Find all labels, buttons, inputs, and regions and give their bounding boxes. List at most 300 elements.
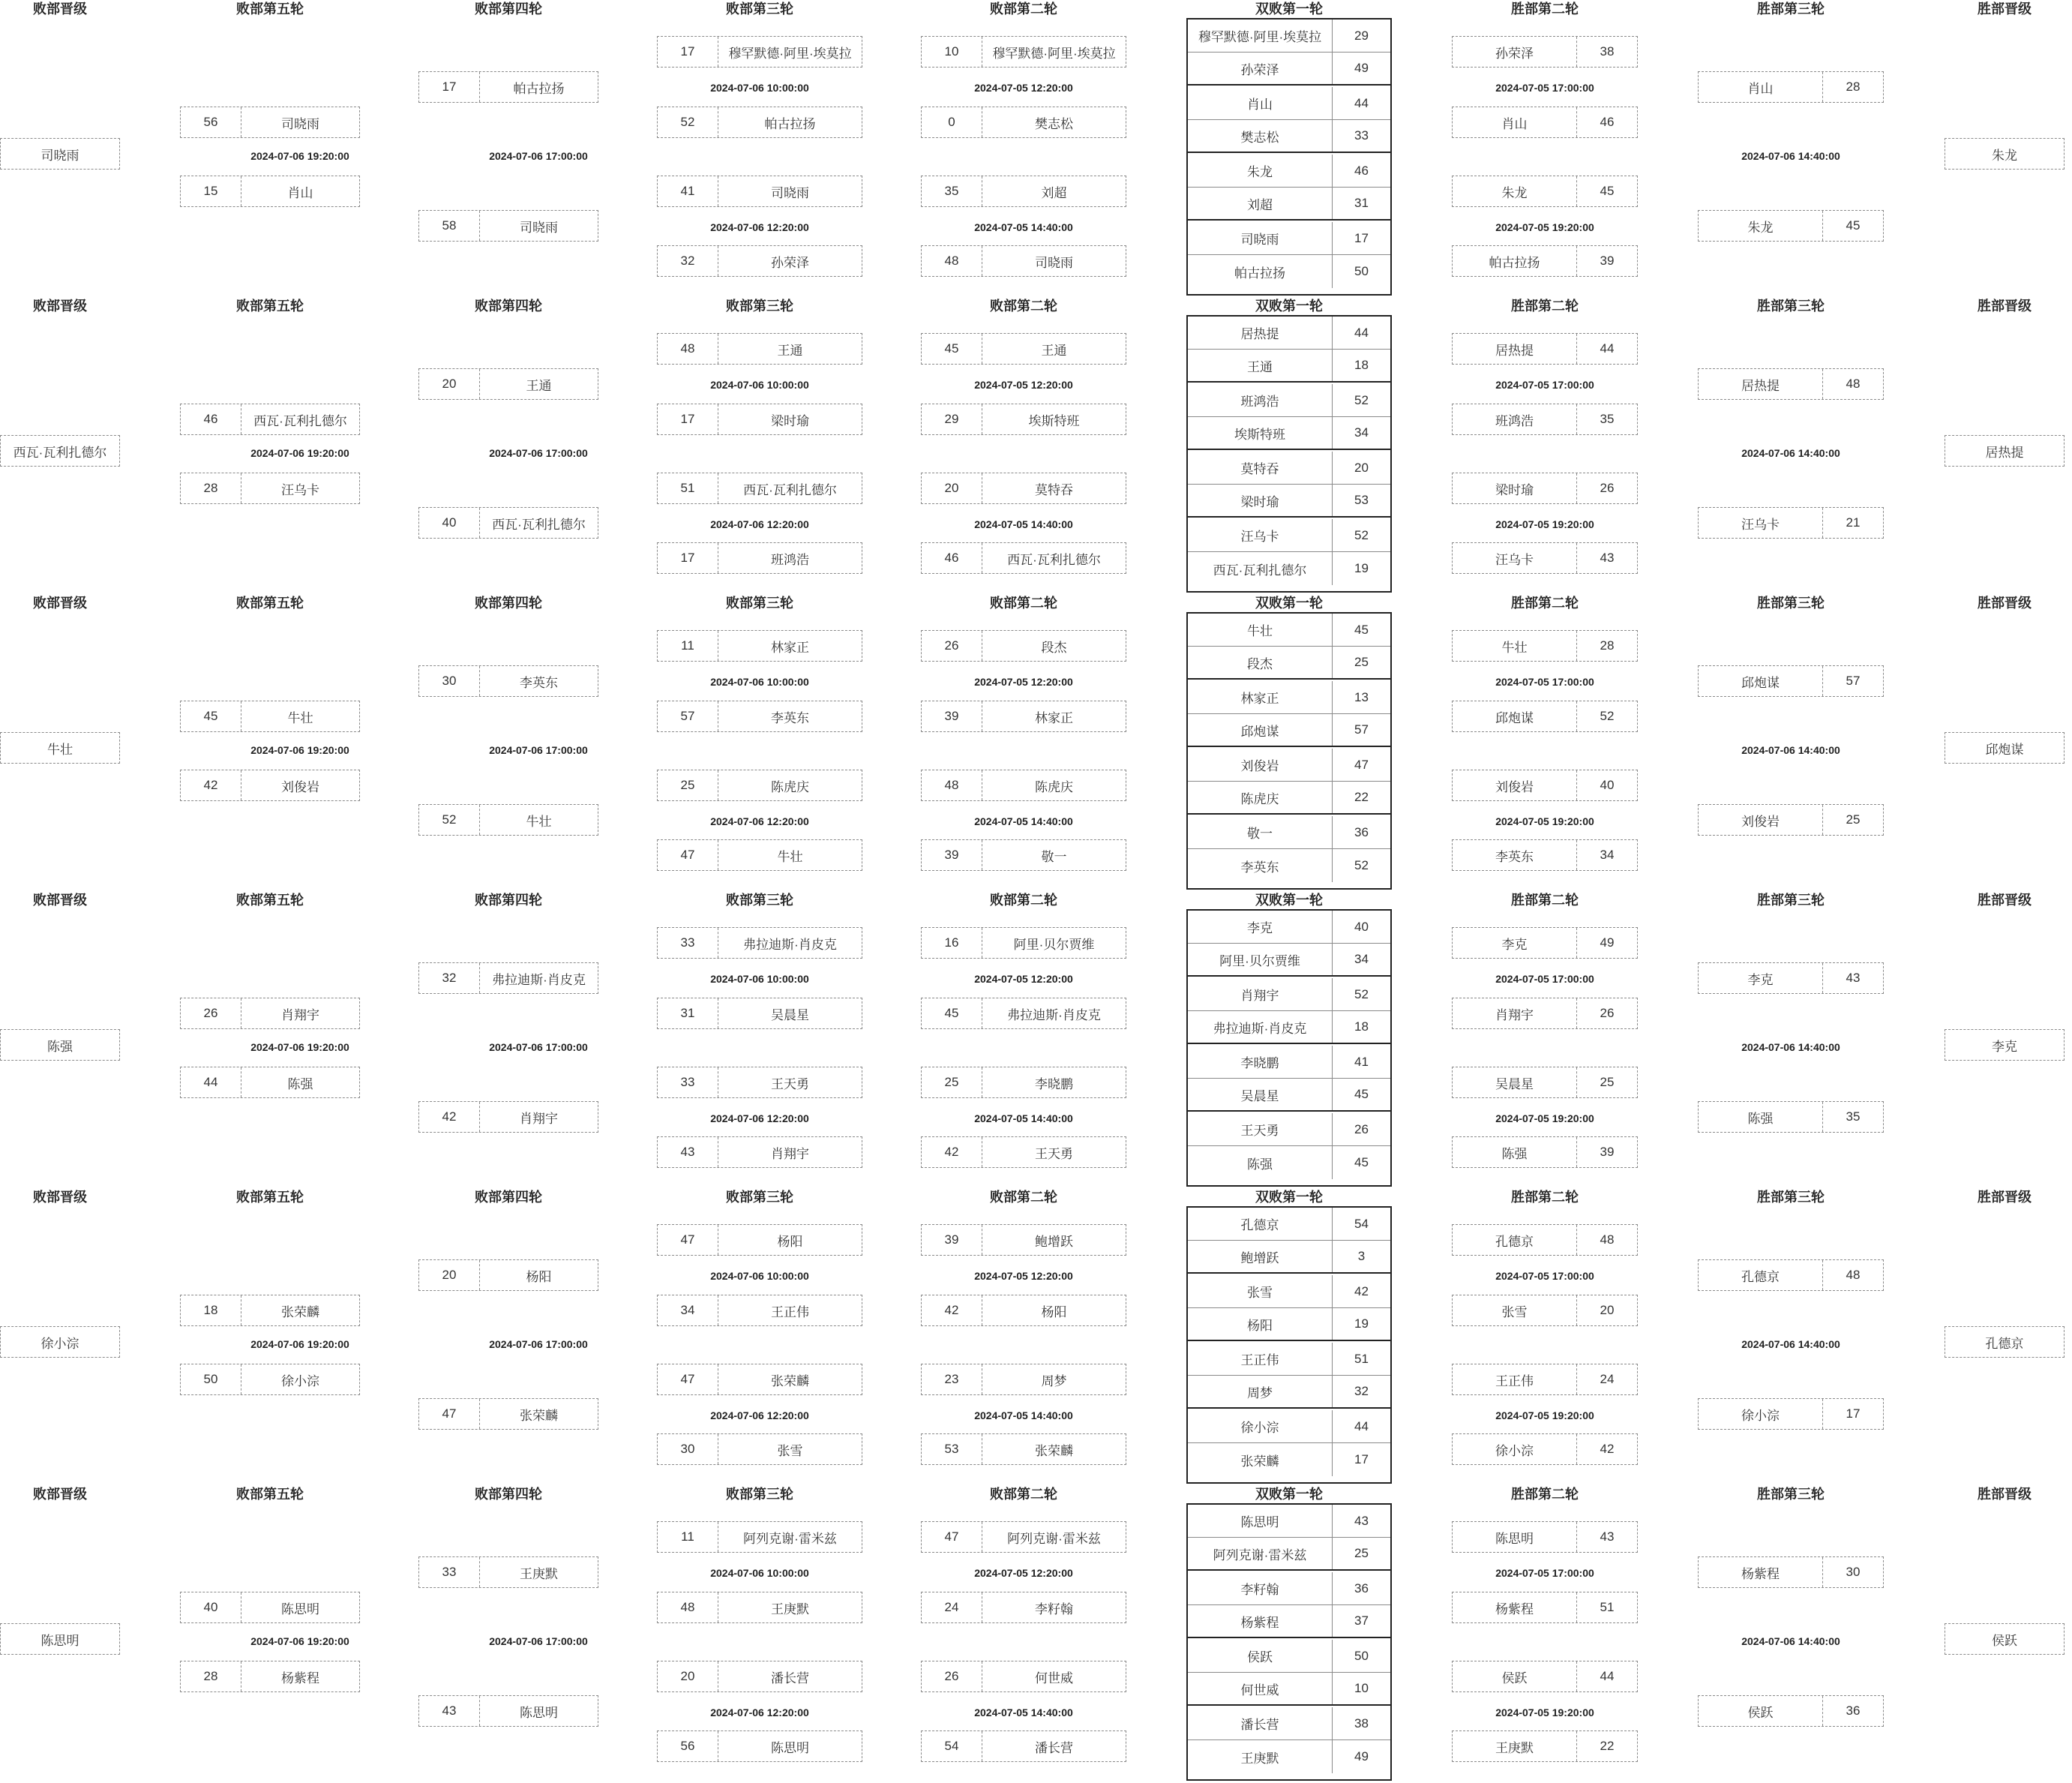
double-r1-row — [1188, 155, 1390, 188]
loser-r4-score: 20 — [419, 369, 480, 399]
double-r1-name: 肖山 — [1188, 87, 1333, 119]
loser-r2-slot — [921, 1521, 1126, 1553]
loser-r2-name: 段杰 — [1041, 640, 1067, 655]
winner-r2-score: 39 — [1576, 1137, 1637, 1167]
winner-r3-name: 徐小淙 — [1741, 1408, 1780, 1423]
double-r1-row — [1188, 255, 1390, 288]
loser-r3-slot — [657, 1295, 862, 1326]
loser-r3-name: 孙荣泽 — [771, 255, 809, 270]
loser-r4-slot — [418, 210, 598, 242]
winner-r3-name: 朱龙 — [1747, 220, 1774, 235]
loser-r2-slot — [921, 701, 1126, 732]
winner-r2-name: 汪乌卡 — [1495, 552, 1534, 567]
winner-r3-name: 陈强 — [1747, 1111, 1774, 1126]
winner-r2-score: 43 — [1576, 1522, 1637, 1552]
loser-r2-slot — [921, 1661, 1126, 1692]
loser-r3-time: 2024-07-06 12:20:00 — [710, 1112, 809, 1124]
loser-r5-name: 张荣麟 — [281, 1304, 319, 1319]
double-r1-name: 汪乌卡 — [1188, 519, 1333, 551]
winner-r2-score: 43 — [1576, 543, 1637, 573]
double-r1-row — [1188, 1673, 1390, 1706]
double-r1-box — [1186, 18, 1392, 296]
winner-r2-score: 26 — [1576, 473, 1637, 503]
header-loser-advance: 败部晋级 — [33, 299, 87, 314]
double-r1-score: 54 — [1354, 1216, 1369, 1231]
loser-r4-time: 2024-07-06 17:00:00 — [489, 447, 588, 459]
loser-r3-name: 潘长营 — [771, 1670, 809, 1685]
double-r1-row — [1188, 317, 1390, 350]
loser-r3-score: 11 — [658, 631, 718, 661]
loser-r3-name: 王正伟 — [771, 1304, 809, 1319]
winner-r2-name: 王正伟 — [1495, 1373, 1534, 1388]
loser-r3-name: 阿列克谢·雷米兹 — [743, 1531, 837, 1546]
double-r1-score: 31 — [1354, 196, 1369, 210]
winner-r3-slot — [1698, 1695, 1884, 1727]
double-r1-name: 弗拉迪斯·肖皮克 — [1188, 1011, 1333, 1043]
loser-r3-score: 47 — [658, 1364, 718, 1394]
winner-r3-slot — [1698, 1556, 1884, 1588]
winner-r2-name: 梁时瑜 — [1495, 482, 1534, 497]
double-r1-name: 肖翔宇 — [1188, 978, 1333, 1010]
double-r1-row — [1188, 1707, 1390, 1740]
loser-r2-name: 埃斯特班 — [1028, 413, 1080, 428]
loser-r2-name: 杨阳 — [1041, 1304, 1067, 1319]
loser-r3-slot — [657, 1364, 862, 1395]
header-loser-advance: 败部晋级 — [33, 2, 87, 17]
winner-r3-time: 2024-07-06 14:40:00 — [1741, 447, 1840, 459]
winner-r2-slot — [1452, 1224, 1638, 1256]
double-r1-row — [1188, 53, 1390, 86]
loser-r3-score: 52 — [658, 107, 718, 137]
loser-r5-name: 西瓦·瓦利扎德尔 — [253, 413, 347, 428]
loser-r5-slot — [180, 473, 360, 504]
loser-r3-time: 2024-07-06 12:20:00 — [710, 815, 809, 827]
loser-r5-score: 26 — [181, 998, 241, 1028]
loser-r5-time: 2024-07-06 19:20:00 — [250, 447, 349, 459]
loser-r5-slot — [180, 1661, 360, 1692]
header-winner-r2: 胜部第二轮 — [1511, 2, 1579, 17]
loser-r2-name: 西瓦·瓦利扎德尔 — [1007, 552, 1101, 567]
winner-r2-slot — [1452, 245, 1638, 277]
winner-r2-score: 49 — [1576, 928, 1637, 958]
loser-r4-name: 陈思明 — [520, 1705, 558, 1720]
loser-r4-slot — [418, 1259, 598, 1291]
loser-r3-name: 王庚默 — [771, 1601, 809, 1616]
loser-r5-name: 徐小淙 — [281, 1373, 319, 1388]
loser-r3-slot — [657, 1433, 862, 1465]
loser-r3-time: 2024-07-06 10:00:00 — [710, 1270, 809, 1282]
winner-r2-time: 2024-07-05 17:00:00 — [1495, 82, 1594, 94]
double-r1-score: 36 — [1354, 1580, 1369, 1595]
winner-r2-slot — [1452, 1661, 1638, 1692]
winner-r2-name: 肖翔宇 — [1495, 1007, 1534, 1022]
loser-r4-name: 帕古拉扬 — [513, 81, 565, 96]
header-double-r1: 双败第一轮 — [1255, 1487, 1323, 1502]
winner-advance-slot: 居热提 — [1945, 435, 2065, 467]
header-winner-r2: 胜部第二轮 — [1511, 299, 1579, 314]
header-loser-r5: 败部第五轮 — [236, 596, 304, 611]
double-r1-score: 19 — [1354, 561, 1369, 575]
winner-r3-time: 2024-07-06 14:40:00 — [1741, 744, 1840, 756]
double-r1-name: 班鸿浩 — [1188, 384, 1333, 416]
double-r1-score: 41 — [1354, 1054, 1369, 1069]
loser-r2-score: 47 — [922, 1522, 982, 1552]
loser-r2-slot — [921, 1136, 1126, 1168]
double-r1-name: 居热提 — [1188, 317, 1333, 349]
winner-r3-score: 35 — [1822, 1102, 1883, 1132]
header-loser-r5: 败部第五轮 — [236, 1487, 304, 1502]
double-r1-score: 18 — [1354, 358, 1369, 372]
loser-r5-slot — [180, 107, 360, 138]
loser-r5-slot — [180, 770, 360, 801]
double-r1-score: 43 — [1354, 1513, 1369, 1528]
double-r1-score: 17 — [1354, 230, 1369, 245]
winner-r2-score: 51 — [1576, 1592, 1637, 1622]
loser-r3-slot — [657, 1730, 862, 1762]
loser-r3-slot — [657, 630, 862, 662]
loser-r3-slot — [657, 770, 862, 801]
loser-r2-score: 10 — [922, 37, 982, 67]
double-r1-score: 18 — [1354, 1019, 1369, 1034]
loser-r3-name: 吴晨星 — [771, 1007, 809, 1022]
double-r1-name: 陈强 — [1188, 1146, 1333, 1179]
double-r1-name: 朱龙 — [1188, 155, 1333, 187]
loser-r2-score: 45 — [922, 998, 982, 1028]
header-winner-r2: 胜部第二轮 — [1511, 1487, 1579, 1502]
winner-r3-slot — [1698, 1101, 1884, 1133]
loser-r3-name: 西瓦·瓦利扎德尔 — [743, 482, 837, 497]
header-loser-r4: 败部第四轮 — [475, 2, 542, 17]
loser-r4-name: 王庚默 — [520, 1566, 558, 1581]
loser-r3-name: 班鸿浩 — [771, 552, 809, 567]
winner-r3-score: 25 — [1822, 805, 1883, 835]
loser-r2-score: 20 — [922, 473, 982, 503]
loser-r3-name: 弗拉迪斯·肖皮克 — [743, 937, 837, 952]
header-loser-r3: 败部第三轮 — [726, 893, 793, 908]
loser-r3-score: 30 — [658, 1434, 718, 1464]
double-r1-box — [1186, 909, 1392, 1187]
loser-r2-score: 48 — [922, 246, 982, 276]
loser-r2-score: 35 — [922, 176, 982, 206]
loser-r4-name: 王通 — [526, 378, 552, 393]
loser-r2-score: 26 — [922, 1661, 982, 1691]
double-r1-score: 52 — [1354, 858, 1369, 872]
double-r1-box — [1186, 1503, 1392, 1781]
loser-r2-slot — [921, 770, 1126, 801]
double-r1-row — [1188, 1572, 1390, 1605]
double-r1-row — [1188, 1146, 1390, 1179]
loser-r4-score: 43 — [419, 1696, 480, 1726]
winner-r2-name: 牛壮 — [1501, 640, 1528, 655]
loser-r2-score: 0 — [922, 107, 982, 137]
loser-r3-score: 43 — [658, 1137, 718, 1167]
winner-r2-score: 26 — [1576, 998, 1637, 1028]
winner-r3-name: 刘俊岩 — [1741, 814, 1780, 829]
winner-r2-name: 班鸿浩 — [1495, 413, 1534, 428]
loser-r3-time: 2024-07-06 10:00:00 — [710, 1567, 809, 1579]
loser-r5-name: 牛壮 — [287, 710, 313, 725]
winner-r2-name: 邱炮谋 — [1495, 710, 1534, 725]
loser-r2-slot — [921, 1433, 1126, 1465]
loser-r3-slot — [657, 1067, 862, 1098]
loser-r4-slot — [418, 1101, 598, 1133]
loser-r3-score: 31 — [658, 998, 718, 1028]
winner-r3-name: 孔德京 — [1741, 1269, 1780, 1284]
double-r1-row — [1188, 714, 1390, 747]
loser-r2-time: 2024-07-05 14:40:00 — [974, 1409, 1073, 1421]
loser-r5-score: 56 — [181, 107, 241, 137]
loser-r2-time: 2024-07-05 12:20:00 — [974, 973, 1073, 985]
loser-r2-slot — [921, 1364, 1126, 1395]
header-loser-r2: 败部第二轮 — [990, 596, 1057, 611]
header-loser-r4: 败部第四轮 — [475, 893, 542, 908]
loser-r3-slot — [657, 473, 862, 504]
header-double-r1: 双败第一轮 — [1255, 299, 1323, 314]
double-r1-name: 陈虎庆 — [1188, 782, 1333, 813]
loser-r2-slot — [921, 542, 1126, 574]
double-r1-name: 牛壮 — [1188, 614, 1333, 646]
double-r1-name: 刘俊岩 — [1188, 749, 1333, 781]
loser-r3-score: 51 — [658, 473, 718, 503]
loser-r4-time: 2024-07-06 17:00:00 — [489, 1338, 588, 1350]
double-r1-name: 侯跃 — [1188, 1640, 1333, 1672]
loser-r3-score: 41 — [658, 176, 718, 206]
loser-r3-slot — [657, 404, 862, 435]
loser-r3-slot — [657, 176, 862, 207]
winner-r2-name: 肖山 — [1501, 116, 1528, 131]
loser-r5-slot — [180, 998, 360, 1029]
double-r1-score: 32 — [1354, 1384, 1369, 1398]
double-r1-name: 徐小淙 — [1188, 1410, 1333, 1442]
winner-r2-score: 42 — [1576, 1434, 1637, 1464]
winner-r2-slot — [1452, 630, 1638, 662]
winner-r2-time: 2024-07-05 17:00:00 — [1495, 379, 1594, 391]
loser-r3-name: 梁时瑜 — [771, 413, 809, 428]
winner-r3-slot — [1698, 1259, 1884, 1291]
double-r1-name: 何世威 — [1188, 1673, 1333, 1704]
loser-r5-name: 肖翔宇 — [281, 1007, 319, 1022]
winner-r3-slot — [1698, 368, 1884, 400]
loser-r3-slot — [657, 1661, 862, 1692]
loser-r4-score: 58 — [419, 211, 480, 241]
double-r1-row — [1188, 782, 1390, 815]
loser-r3-score: 20 — [658, 1661, 718, 1691]
winner-r2-name: 杨紫程 — [1495, 1601, 1534, 1616]
double-r1-row — [1188, 1079, 1390, 1112]
loser-r3-slot — [657, 1136, 862, 1168]
loser-r2-score: 45 — [922, 334, 982, 364]
double-r1-row — [1188, 816, 1390, 849]
loser-r2-name: 阿里·贝尔贾维 — [1013, 937, 1095, 952]
winner-r2-slot — [1452, 1136, 1638, 1168]
loser-r2-slot — [921, 473, 1126, 504]
loser-r5-score: 50 — [181, 1364, 241, 1394]
loser-r3-name: 穆罕默德·阿里·埃莫拉 — [728, 46, 852, 61]
loser-r4-name: 李英东 — [520, 675, 558, 690]
double-r1-row — [1188, 222, 1390, 255]
loser-r4-score: 47 — [419, 1399, 480, 1429]
loser-r4-name: 司晓雨 — [520, 220, 558, 235]
double-r1-name: 段杰 — [1188, 647, 1333, 678]
loser-r4-slot — [418, 368, 598, 400]
loser-r5-slot — [180, 1364, 360, 1395]
loser-r3-time: 2024-07-06 12:20:00 — [710, 221, 809, 233]
loser-r3-name: 林家正 — [771, 640, 809, 655]
double-r1-score: 40 — [1354, 919, 1369, 934]
loser-r5-name: 司晓雨 — [281, 116, 319, 131]
double-r1-score: 22 — [1354, 790, 1369, 804]
winner-r2-time: 2024-07-05 19:20:00 — [1495, 815, 1594, 827]
loser-r2-time: 2024-07-05 14:40:00 — [974, 815, 1073, 827]
loser-r5-score: 15 — [181, 176, 241, 206]
double-r1-name: 孙荣泽 — [1188, 53, 1333, 84]
loser-r2-name: 穆罕默德·阿里·埃莫拉 — [992, 46, 1116, 61]
loser-r5-name: 陈强 — [287, 1076, 313, 1091]
winner-r2-score: 40 — [1576, 770, 1637, 800]
loser-r3-name: 王通 — [777, 343, 803, 358]
loser-r4-slot — [418, 71, 598, 103]
winner-r3-name: 杨紫程 — [1741, 1566, 1780, 1581]
loser-r3-name: 肖翔宇 — [771, 1146, 809, 1161]
loser-r2-name: 李晓鹏 — [1035, 1076, 1073, 1091]
double-r1-row — [1188, 1011, 1390, 1044]
winner-advance-slot: 侯跃 — [1945, 1623, 2065, 1655]
loser-r5-slot — [180, 701, 360, 732]
loser-r2-name: 潘长营 — [1035, 1740, 1073, 1755]
loser-r5-time: 2024-07-06 19:20:00 — [250, 1338, 349, 1350]
double-r1-name: 帕古拉扬 — [1188, 255, 1333, 288]
winner-r2-name: 陈强 — [1501, 1146, 1528, 1161]
double-r1-row — [1188, 1640, 1390, 1673]
loser-r4-name: 西瓦·瓦利扎德尔 — [492, 517, 586, 532]
double-r1-name: 邱炮谋 — [1188, 714, 1333, 746]
loser-r3-score: 33 — [658, 1067, 718, 1097]
loser-r2-score: 25 — [922, 1067, 982, 1097]
double-r1-name: 孔德京 — [1188, 1208, 1333, 1240]
winner-r2-name: 李英东 — [1495, 849, 1534, 864]
winner-r3-time: 2024-07-06 14:40:00 — [1741, 1041, 1840, 1053]
header-loser-r3: 败部第三轮 — [726, 1190, 793, 1205]
loser-r4-time: 2024-07-06 17:00:00 — [489, 150, 588, 162]
loser-r2-time: 2024-07-05 12:20:00 — [974, 1567, 1073, 1579]
winner-r2-score: 45 — [1576, 176, 1637, 206]
loser-r2-name: 李籽翰 — [1035, 1601, 1073, 1616]
loser-advance-slot: 西瓦·瓦利扎德尔 — [0, 435, 120, 467]
winner-r2-slot — [1452, 333, 1638, 365]
double-r1-box — [1186, 315, 1392, 593]
loser-r2-slot — [921, 927, 1126, 959]
loser-r2-name: 莫特吞 — [1035, 482, 1073, 497]
double-r1-row — [1188, 1113, 1390, 1146]
header-loser-r3: 败部第三轮 — [726, 1487, 793, 1502]
loser-r2-slot — [921, 630, 1126, 662]
double-r1-name: 李英东 — [1188, 849, 1333, 882]
loser-r3-name: 杨阳 — [777, 1234, 803, 1249]
double-r1-score: 25 — [1354, 1546, 1369, 1560]
loser-r3-slot — [657, 927, 862, 959]
loser-r4-slot — [418, 962, 598, 994]
double-r1-score: 49 — [1354, 1749, 1369, 1763]
loser-r2-score: 42 — [922, 1295, 982, 1325]
double-r1-score: 53 — [1354, 493, 1369, 507]
winner-r2-score: 52 — [1576, 701, 1637, 731]
loser-r4-slot — [418, 665, 598, 697]
header-winner-r2: 胜部第二轮 — [1511, 1190, 1579, 1205]
double-r1-score: 44 — [1354, 325, 1369, 340]
header-double-r1: 双败第一轮 — [1255, 1190, 1323, 1205]
loser-r3-score: 32 — [658, 246, 718, 276]
loser-r3-slot — [657, 701, 862, 732]
loser-r2-name: 陈虎庆 — [1035, 779, 1073, 794]
winner-r2-score: 35 — [1576, 404, 1637, 434]
loser-r2-name: 王通 — [1041, 343, 1067, 358]
winner-r2-score: 24 — [1576, 1364, 1637, 1394]
loser-r3-slot — [657, 36, 862, 68]
loser-r2-name: 周梦 — [1041, 1373, 1067, 1388]
double-r1-row — [1188, 614, 1390, 647]
winner-r2-slot — [1452, 839, 1638, 871]
winner-r2-time: 2024-07-05 17:00:00 — [1495, 1270, 1594, 1282]
bracket-block — [0, 1188, 2072, 1485]
header-winner-advance: 胜部晋级 — [1978, 1487, 2032, 1502]
winner-r2-slot — [1452, 1433, 1638, 1465]
double-r1-row — [1188, 1538, 1390, 1571]
winner-r2-slot — [1452, 1730, 1638, 1762]
loser-r5-score: 28 — [181, 1661, 241, 1691]
loser-r4-slot — [418, 1398, 598, 1430]
loser-r2-name: 弗拉迪斯·肖皮克 — [1007, 1007, 1101, 1022]
double-r1-row — [1188, 978, 1390, 1011]
loser-r2-score: 48 — [922, 770, 982, 800]
double-r1-name: 王通 — [1188, 350, 1333, 381]
double-r1-row — [1188, 1241, 1390, 1274]
double-r1-score: 57 — [1354, 722, 1369, 737]
winner-advance-slot: 孔德京 — [1945, 1326, 2065, 1358]
winner-r2-slot — [1452, 1521, 1638, 1553]
bracket-block — [0, 297, 2072, 594]
double-r1-row — [1188, 1443, 1390, 1476]
double-r1-score: 46 — [1354, 163, 1369, 178]
double-r1-row — [1188, 681, 1390, 714]
loser-r2-slot — [921, 176, 1126, 207]
double-r1-score: 25 — [1354, 655, 1369, 669]
header-loser-r2: 败部第二轮 — [990, 1487, 1057, 1502]
winner-r2-name: 刘俊岩 — [1495, 779, 1534, 794]
double-r1-score: 34 — [1354, 952, 1369, 966]
double-r1-row — [1188, 188, 1390, 221]
winner-r2-name: 孔德京 — [1495, 1234, 1534, 1249]
header-loser-advance: 败部晋级 — [33, 893, 87, 908]
winner-r3-time: 2024-07-06 14:40:00 — [1741, 150, 1840, 162]
winner-r2-slot — [1452, 542, 1638, 574]
double-r1-name: 阿里·贝尔贾维 — [1188, 944, 1333, 975]
header-winner-r2: 胜部第二轮 — [1511, 893, 1579, 908]
double-r1-name: 王庚默 — [1188, 1740, 1333, 1773]
winner-r2-slot — [1452, 1067, 1638, 1098]
double-r1-name: 杨紫程 — [1188, 1605, 1333, 1637]
double-r1-row — [1188, 1308, 1390, 1341]
loser-r4-slot — [418, 1695, 598, 1727]
winner-r2-name: 李克 — [1501, 937, 1528, 952]
double-r1-score: 50 — [1354, 1648, 1369, 1663]
loser-r5-score: 45 — [181, 701, 241, 731]
double-r1-row — [1188, 849, 1390, 882]
loser-r4-time: 2024-07-06 17:00:00 — [489, 744, 588, 756]
loser-r5-score: 42 — [181, 770, 241, 800]
loser-advance-slot: 司晓雨 — [0, 138, 120, 170]
double-r1-name: 王正伟 — [1188, 1343, 1333, 1375]
winner-r3-time: 2024-07-06 14:40:00 — [1741, 1338, 1840, 1350]
